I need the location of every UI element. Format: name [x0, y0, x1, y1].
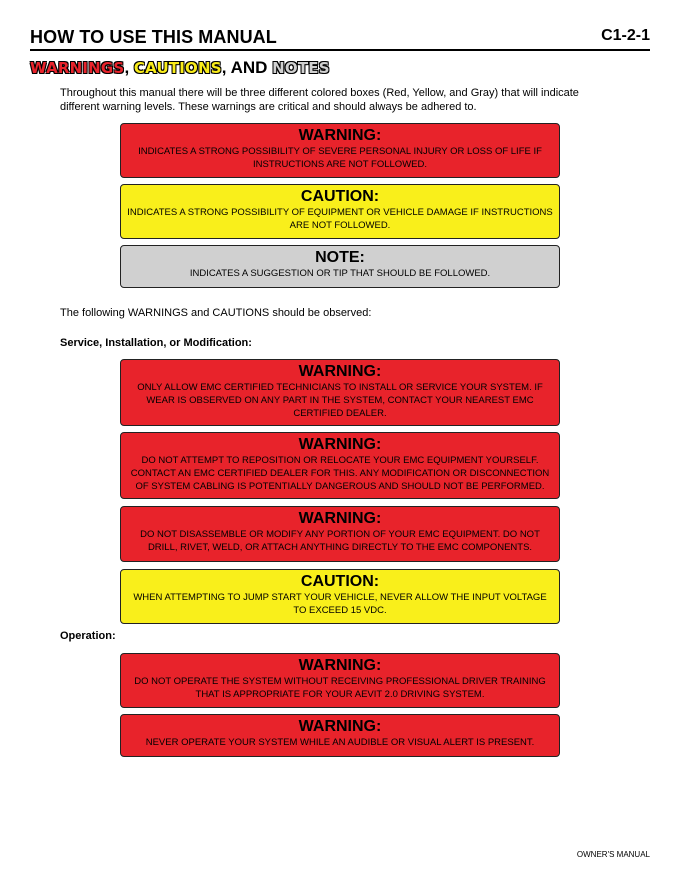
- page-code: C1-2-1: [601, 27, 650, 44]
- operation-warning-box-2: [120, 714, 560, 757]
- page-title: HOW TO USE THIS MANUAL: [30, 27, 277, 47]
- box-text: ONLY ALLOW EMC CERTIFIED TECHNICIANS TO INSTALL OR SERVICE YOUR SYSTEM. IF WEAR IS OBSERVED ON ANY PART IN THE SYSTEM, CONTACT YOUR NEAREST EMC CERTIFIED DEALER.: [137, 382, 543, 419]
- service-caution-box: [120, 569, 560, 624]
- box-title: WARNING:: [298, 657, 382, 674]
- page-footer: OWNER'S MANUAL: [576, 850, 650, 859]
- box-text: INDICATES A STRONG POSSIBILITY OF EQUIPMENT OR VEHICLE DAMAGE IF INSTRUCTIONS ARE NOT FOLLOWED.: [127, 207, 553, 231]
- section-title-notes: NOTES: [272, 59, 330, 77]
- box-text: DO NOT OPERATE THE SYSTEM WITHOUT RECEIVING PROFESSIONAL DRIVER TRAINING THAT IS APPROPRIATE FOR YOUR AEVIT 2.0 DRIVING SYSTEM.: [134, 676, 546, 700]
- section-title-comma: ,: [124, 58, 130, 77]
- box-text: INDICATES A STRONG POSSIBILITY OF SEVERE PERSONAL INJURY OR LOSS OF LIFE IF INSTRUCTIONS ARE NOT FOLLOWED.: [138, 146, 542, 170]
- box-title: WARNING:: [298, 363, 382, 380]
- box-text: DO NOT ATTEMPT TO REPOSITION OR RELOCATE YOUR EMC EQUIPMENT YOURSELF. CONTACT AN EMC CERTIFIED DEALER FOR THIS. ANY MODIFICATION OR DISCONNECTION OF SYSTEM CABLING IS POTENTIALLY DANGEROUS AND SHOULD NOT BE PERFORMED.: [130, 455, 550, 492]
- legend-caution-box: [120, 184, 560, 239]
- service-heading: Service, Installation, or Modification:: [60, 337, 252, 349]
- section-title-cautions: CAUTIONS: [133, 59, 222, 77]
- box-text: DO NOT DISASSEMBLE OR MODIFY ANY PORTION OF YOUR EMC EQUIPMENT. DO NOT DRILL, RIVET, WELD, OR ATTACH ANYTHING DIRECTLY TO THE EMC COMPONENTS.: [140, 529, 540, 553]
- box-title: WARNING:: [298, 436, 382, 453]
- box-title: WARNING:: [298, 510, 382, 527]
- box-text: INDICATES A SUGGESTION OR TIP THAT SHOULD BE FOLLOWED.: [189, 268, 491, 279]
- service-warning-box-2: [120, 432, 560, 499]
- section-title: [30, 58, 330, 78]
- following-text: The following WARNINGS and CAUTIONS should be observed:: [60, 307, 372, 319]
- section-title-and: , AND: [221, 58, 268, 77]
- box-title: WARNING:: [298, 127, 382, 144]
- page-header: [30, 27, 650, 51]
- intro-paragraph: Throughout this manual there will be three different colored boxes (Red, Yellow, and Gray) that will indicate different warning levels. These warnings are critical and should always be adhered to.: [60, 87, 579, 113]
- section-title-warnings: WARNINGS: [30, 59, 125, 77]
- operation-warning-box-1: [120, 653, 560, 708]
- box-title: CAUTION:: [300, 573, 380, 590]
- service-warning-box-3: [120, 506, 560, 562]
- box-title: WARNING:: [298, 718, 382, 735]
- box-text: WHEN ATTEMPTING TO JUMP START YOUR VEHICLE, NEVER ALLOW THE INPUT VOLTAGE TO EXCEED 15 VDC.: [133, 592, 547, 616]
- box-title: CAUTION:: [300, 188, 380, 205]
- service-warning-box-1: [120, 359, 560, 426]
- legend-note-box: [120, 245, 560, 288]
- box-text: NEVER OPERATE YOUR SYSTEM WHILE AN AUDIBLE OR VISUAL ALERT IS PRESENT.: [145, 737, 535, 748]
- box-title: NOTE:: [315, 249, 365, 266]
- legend-warning-box: [120, 123, 560, 178]
- operation-heading: Operation:: [60, 630, 116, 642]
